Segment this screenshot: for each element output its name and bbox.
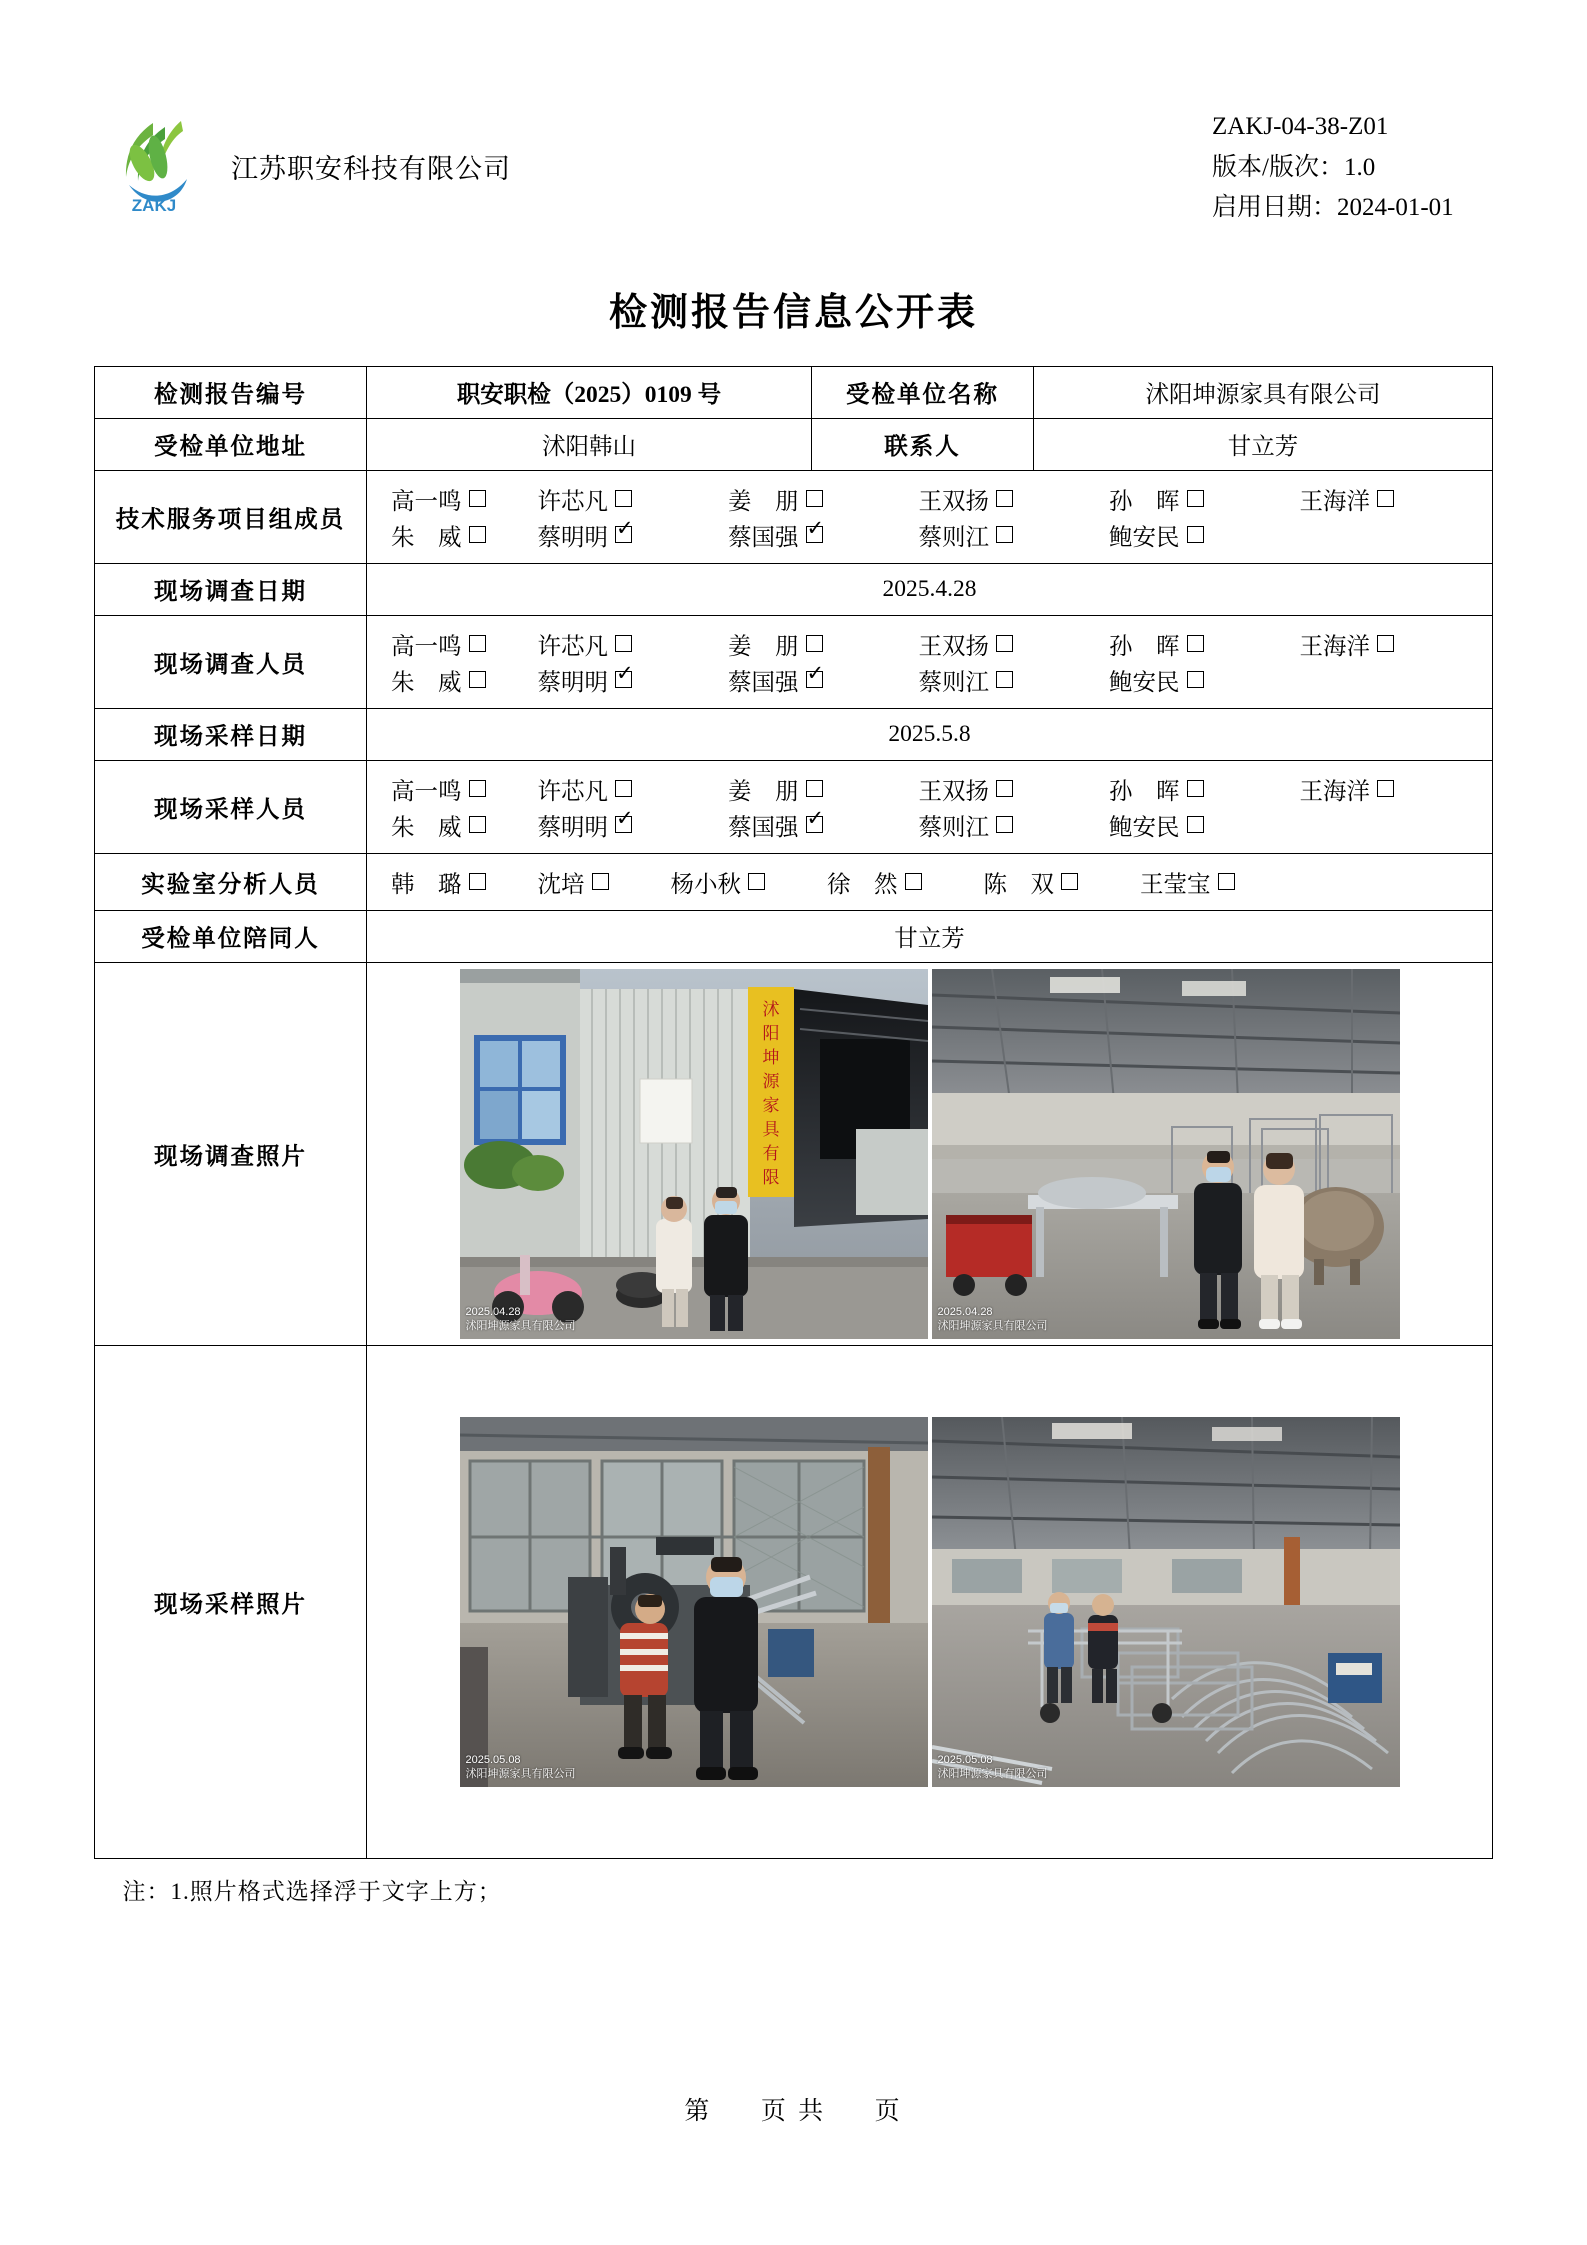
person-row — [391, 481, 1484, 517]
svg-text:源: 源 — [762, 1071, 779, 1091]
survey-photo-group — [375, 969, 1484, 1339]
person-name: 王海洋 — [1299, 633, 1370, 660]
checkbox-icon[interactable] — [469, 816, 486, 833]
table-row — [95, 1345, 1493, 1858]
sampling-photo-group — [375, 1417, 1484, 1787]
person-row — [391, 771, 1484, 807]
sampling-date-label: 现场采样日期 — [95, 708, 367, 760]
photo-stamp: 2025.04.28 沭阳坤源家具有限公司 — [465, 1306, 576, 1332]
sampling-photo-2 — [932, 1417, 1400, 1787]
svg-text:限: 限 — [762, 1167, 779, 1187]
person-name: 蔡国强 — [728, 524, 799, 551]
person-name: 蔡明明 — [537, 524, 608, 551]
checkbox-icon[interactable] — [1377, 635, 1394, 652]
checkbox-icon[interactable] — [996, 816, 1013, 833]
person-name: 韩 璐 — [391, 871, 462, 898]
survey-members-cell — [367, 615, 1493, 708]
checkbox-icon[interactable] — [1187, 526, 1204, 543]
person-name: 高一鸣 — [391, 778, 462, 805]
survey-photo-1 — [460, 969, 928, 1339]
person-checkbox-3[interactable] — [728, 627, 823, 661]
header-left — [95, 105, 511, 217]
checkbox-icon[interactable] — [469, 635, 486, 652]
company-logo-icon — [95, 105, 213, 217]
document-effective-date: 启用日期：2024-01-01 — [1212, 194, 1454, 221]
person-row — [391, 662, 1484, 698]
team-members-grid — [375, 477, 1484, 557]
svg-text:ZAKJ: ZAKJ — [131, 196, 177, 215]
table-row — [95, 470, 1493, 563]
person-name: 姜 朋 — [728, 488, 799, 515]
survey-date-value: 2025.4.28 — [367, 563, 1493, 615]
accompany-value: 甘立芳 — [367, 910, 1493, 962]
footer-page-suffix: 页 — [874, 2098, 903, 2125]
checkbox-icon[interactable] — [469, 526, 486, 543]
person-checkbox-3[interactable] — [728, 772, 823, 806]
checkbox-icon[interactable] — [1187, 816, 1204, 833]
person-name: 徐 然 — [827, 871, 898, 898]
contact-value: 甘立芳 — [1034, 418, 1493, 470]
sampling-members-grid — [375, 767, 1484, 847]
person-checkbox-1[interactable] — [391, 772, 486, 806]
client-address-label: 受检单位地址 — [95, 418, 367, 470]
checkbox-icon[interactable] — [806, 490, 823, 507]
person-name: 王双扬 — [918, 488, 989, 515]
table-row — [95, 853, 1493, 910]
person-checkbox-5[interactable] — [1109, 482, 1204, 516]
person-name: 鲍安民 — [1109, 524, 1180, 551]
person-name: 许芯凡 — [537, 778, 608, 805]
team-label: 技术服务项目组成员 — [95, 470, 367, 563]
table-row — [95, 615, 1493, 708]
person-checkbox-4[interactable] — [919, 772, 1014, 806]
document-code: ZAKJ-04-38-Z01 — [1212, 113, 1389, 140]
person-name: 王海洋 — [1299, 778, 1370, 805]
person-checkbox-2[interactable] — [538, 518, 633, 552]
svg-text:沭: 沭 — [762, 999, 779, 1019]
sampling-members-cell — [367, 760, 1493, 853]
checkbox-icon[interactable] — [615, 635, 632, 652]
checkbox-checked-icon[interactable] — [615, 816, 632, 833]
person-row — [391, 626, 1484, 662]
checkbox-icon[interactable] — [905, 873, 922, 890]
document-version: 版本/版次：1.0 — [1212, 153, 1376, 181]
person-name: 孙 晖 — [1109, 633, 1180, 660]
checkbox-checked-icon[interactable] — [806, 526, 823, 543]
page-title: 检测报告信息公开表 — [608, 291, 978, 334]
checkbox-icon[interactable] — [1377, 490, 1394, 507]
checkbox-icon[interactable] — [996, 780, 1013, 797]
person-checkbox-1[interactable] — [391, 808, 486, 842]
person-name: 蔡国强 — [728, 669, 799, 696]
person-checkbox-2[interactable] — [538, 627, 633, 661]
person-row — [391, 517, 1484, 553]
table-row — [95, 760, 1493, 853]
checkbox-checked-icon[interactable] — [806, 671, 823, 688]
person-checkbox-5[interactable] — [1109, 627, 1204, 661]
table-row — [95, 910, 1493, 962]
person-checkbox-1[interactable] — [391, 482, 486, 516]
person-checkbox-4[interactable] — [919, 518, 1014, 552]
checkbox-icon[interactable] — [1218, 873, 1235, 890]
checkbox-checked-icon[interactable] — [615, 671, 632, 688]
person-checkbox-2[interactable] — [538, 482, 633, 516]
person-checkbox-1[interactable] — [391, 627, 486, 661]
person-name: 姜 朋 — [728, 633, 799, 660]
client-address-value: 沭阳韩山 — [367, 418, 812, 470]
person-name: 王海洋 — [1299, 488, 1370, 515]
sampling-people-label: 现场采样人员 — [95, 760, 367, 853]
person-checkbox-3[interactable] — [671, 865, 766, 899]
person-name: 蔡则江 — [918, 669, 989, 696]
person-name: 蔡明明 — [537, 669, 608, 696]
person-checkbox-6[interactable] — [1300, 482, 1395, 516]
survey-members-grid — [375, 622, 1484, 702]
client-name-value: 沭阳坤源家具有限公司 — [1034, 366, 1493, 418]
svg-text:阳: 阳 — [762, 1023, 779, 1043]
survey-people-label: 现场调查人员 — [95, 615, 367, 708]
person-name: 蔡则江 — [918, 814, 989, 841]
person-checkbox-1[interactable] — [391, 865, 486, 899]
page-footer — [0, 2091, 1587, 2127]
person-name: 朱 威 — [391, 814, 462, 841]
checkbox-icon[interactable] — [615, 490, 632, 507]
report-no-label: 检测报告编号 — [95, 366, 367, 418]
svg-text:有: 有 — [762, 1143, 779, 1163]
person-checkbox-5[interactable] — [1109, 663, 1204, 697]
checkbox-icon[interactable] — [1377, 780, 1394, 797]
person-name: 蔡明明 — [537, 814, 608, 841]
contact-label: 联系人 — [812, 418, 1034, 470]
person-checkbox-4[interactable] — [919, 808, 1014, 842]
page-header — [0, 0, 1587, 229]
svg-text:家: 家 — [762, 1095, 779, 1115]
survey-photo-2 — [932, 969, 1400, 1339]
survey-date-label: 现场调查日期 — [95, 563, 367, 615]
sampling-photo-1 — [460, 1417, 928, 1787]
checkbox-icon[interactable] — [615, 780, 632, 797]
person-checkbox-1[interactable] — [391, 518, 486, 552]
table-row — [95, 418, 1493, 470]
svg-text:具: 具 — [762, 1119, 779, 1139]
person-checkbox-2[interactable] — [538, 772, 633, 806]
photo-stamp: 2025.05.08 沭阳坤源家具有限公司 — [465, 1754, 576, 1780]
checkbox-icon[interactable] — [1187, 780, 1204, 797]
company-name: 江苏职安科技有限公司 — [231, 153, 511, 184]
checkbox-icon[interactable] — [469, 671, 486, 688]
sampling-photos-cell — [367, 1345, 1493, 1858]
report-no-value: 职安职检（2025）0109 号 — [367, 366, 812, 418]
person-name: 朱 威 — [391, 669, 462, 696]
person-row — [391, 807, 1484, 843]
table-row — [95, 962, 1493, 1345]
person-name: 鲍安民 — [1109, 814, 1180, 841]
checkbox-icon[interactable] — [748, 873, 765, 890]
person-checkbox-5[interactable] — [1109, 518, 1204, 552]
client-name-label: 受检单位名称 — [812, 366, 1034, 418]
lab-people-label: 实验室分析人员 — [95, 853, 367, 910]
table-note: 注：1.照片格式选择浮于文字上方； — [122, 1878, 502, 1904]
checkbox-icon[interactable] — [469, 490, 486, 507]
person-name: 许芯凡 — [537, 488, 608, 515]
report-info-table — [94, 366, 1493, 1859]
checkbox-icon[interactable] — [996, 526, 1013, 543]
photo-stamp: 2025.04.28 沭阳坤源家具有限公司 — [937, 1306, 1048, 1332]
person-checkbox-4[interactable] — [919, 627, 1014, 661]
person-checkbox-4[interactable] — [827, 865, 922, 899]
person-name: 杨小秋 — [670, 871, 741, 898]
svg-text:坤: 坤 — [762, 1047, 779, 1067]
person-checkbox-2[interactable] — [538, 808, 633, 842]
person-row — [391, 864, 1484, 900]
checkbox-icon[interactable] — [592, 873, 609, 890]
person-name: 蔡国强 — [728, 814, 799, 841]
checkbox-icon[interactable] — [996, 671, 1013, 688]
person-checkbox-6[interactable] — [1140, 865, 1235, 899]
accompany-label: 受检单位陪同人 — [95, 910, 367, 962]
survey-photos-cell — [367, 962, 1493, 1345]
person-checkbox-3[interactable] — [728, 808, 823, 842]
checkbox-icon[interactable] — [996, 490, 1013, 507]
header-right — [1212, 105, 1482, 229]
person-checkbox-5[interactable] — [984, 865, 1079, 899]
person-checkbox-3[interactable] — [728, 482, 823, 516]
person-checkbox-3[interactable] — [728, 518, 823, 552]
checkbox-icon[interactable] — [1187, 671, 1204, 688]
checkbox-icon[interactable] — [1187, 490, 1204, 507]
lab-members-cell — [367, 853, 1493, 910]
person-checkbox-6[interactable] — [1300, 772, 1395, 806]
checkbox-icon[interactable] — [469, 780, 486, 797]
person-name: 王双扬 — [918, 633, 989, 660]
footer-page-mid: 页 共 — [760, 2098, 827, 2125]
person-name: 王双扬 — [918, 778, 989, 805]
photo-stamp: 2025.05.08 沭阳坤源家具有限公司 — [937, 1754, 1048, 1780]
person-checkbox-5[interactable] — [1109, 772, 1204, 806]
sampling-photos-label: 现场采样照片 — [95, 1345, 367, 1858]
person-name: 姜 朋 — [728, 778, 799, 805]
checkbox-icon[interactable] — [806, 635, 823, 652]
checkbox-icon[interactable] — [1187, 635, 1204, 652]
table-row — [95, 708, 1493, 760]
table-row — [95, 366, 1493, 418]
person-name: 孙 晖 — [1109, 778, 1180, 805]
person-name: 沈培 — [537, 871, 585, 898]
checkbox-checked-icon[interactable] — [806, 816, 823, 833]
person-checkbox-4[interactable] — [919, 482, 1014, 516]
person-checkbox-2[interactable] — [538, 663, 633, 697]
person-name: 王莹宝 — [1140, 871, 1211, 898]
checkbox-icon[interactable] — [806, 780, 823, 797]
sampling-date-value: 2025.5.8 — [367, 708, 1493, 760]
person-checkbox-5[interactable] — [1109, 808, 1204, 842]
person-checkbox-6[interactable] — [1300, 627, 1395, 661]
footer-page-prefix: 第 — [684, 2098, 713, 2125]
person-checkbox-3[interactable] — [728, 663, 823, 697]
person-checkbox-4[interactable] — [919, 663, 1014, 697]
person-name: 鲍安民 — [1109, 669, 1180, 696]
checkbox-icon[interactable] — [996, 635, 1013, 652]
checkbox-icon[interactable] — [1061, 873, 1078, 890]
person-name: 陈 双 — [983, 871, 1054, 898]
table-row — [95, 563, 1493, 615]
person-checkbox-1[interactable] — [391, 663, 486, 697]
person-name: 蔡则江 — [918, 524, 989, 551]
person-name: 许芯凡 — [537, 633, 608, 660]
person-checkbox-2[interactable] — [538, 865, 609, 899]
person-name: 朱 威 — [391, 524, 462, 551]
checkbox-checked-icon[interactable] — [615, 526, 632, 543]
team-members-cell — [367, 470, 1493, 563]
person-name: 孙 晖 — [1109, 488, 1180, 515]
lab-members-grid — [375, 860, 1484, 904]
checkbox-icon[interactable] — [469, 873, 486, 890]
survey-photos-label: 现场调查照片 — [95, 962, 367, 1345]
person-name: 高一鸣 — [391, 633, 462, 660]
person-name: 高一鸣 — [391, 488, 462, 515]
